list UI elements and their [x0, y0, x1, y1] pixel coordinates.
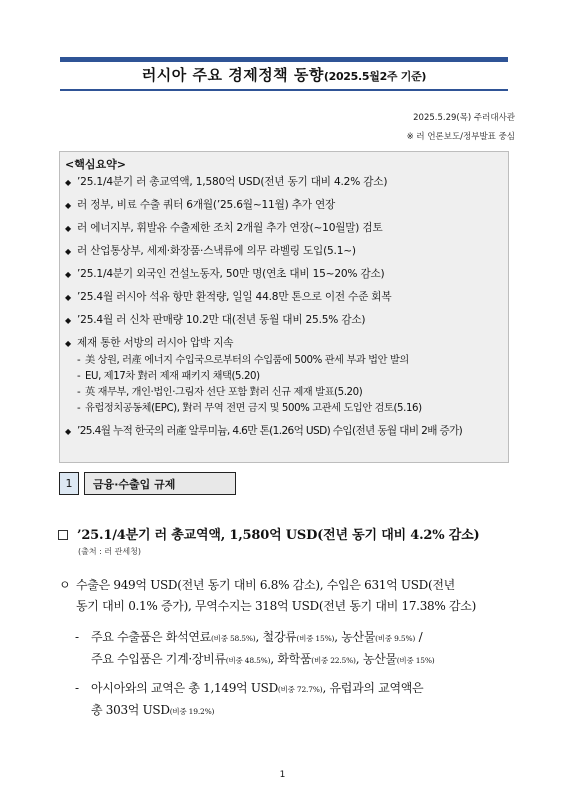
- title-rule-top: [60, 57, 508, 62]
- summary-box: [59, 151, 509, 463]
- page-number: 1: [279, 770, 286, 780]
- sanctions-subitem: - 英 재무부, 개인·법인·그림자 선단 포함 對러 신규 제재 발표(5.20): [77, 387, 363, 398]
- diamond-bullet-icon: ◆: [65, 339, 71, 348]
- diamond-bullet-icon: ◆: [65, 293, 71, 302]
- sanctions-subitem: - 유럽정치공동체(EPC), 對러 무역 전면 금지 및 500% 고관세 도입안 검토(5.16): [77, 403, 422, 414]
- document-date: 2025.5.29(목) 주러대사관: [413, 113, 515, 123]
- summary-item: ◆ ’25.1/4분기 외국인 건설노동자, 50만 명(연초 대비 15~20% 감소): [65, 268, 385, 280]
- detail-regional-trade: - 아시아와의 교역은 총 1,149억 USD(비중 72.7%), 유럽과의 교역액은 총 303억 USD(비중 19.2%): [75, 681, 424, 717]
- circle-bullet-icon: ㅇ: [59, 578, 71, 592]
- diamond-bullet-icon: ◆: [65, 316, 71, 325]
- sanctions-sublist: [77, 353, 500, 416]
- summary-item: ◆ ’25.4월 누적 한국의 러產 알루미늄, 4.6만 톤(1.26억 USD) 수입(전년 동월 대비 2배 증가): [65, 425, 463, 437]
- checkbox-square-icon: [58, 530, 68, 540]
- section-header: [59, 472, 236, 495]
- diamond-bullet-icon: ◆: [65, 247, 71, 256]
- summary-heading: <핵심요약>: [65, 158, 126, 171]
- summary-item: ◆ ’25.1/4분기 러 총교역액, 1,580억 USD(전년 동기 대비 4.2% 감소): [65, 176, 388, 188]
- section-label: 금융·수출입 규제: [84, 472, 236, 495]
- diamond-bullet-icon: ◆: [65, 178, 71, 187]
- paragraph-trade-summary: ㅇ 수출은 949억 USD(전년 동기 대비 6.8% 감소), 수입은 631억 USD(전년 동기 대비 0.1% 증가), 무역수지는 318억 USD(전년 동기 대비 17.38% 감소): [59, 575, 514, 617]
- title-sub: (2025.5월2주 기준): [323, 70, 427, 83]
- summary-item: ◆ ’25.4월 러시아 석유 항만 환적량, 일일 44.8만 톤으로 이전 수준 회복: [65, 291, 392, 303]
- document-source-note: ※ 러 언론보도/정부발표 중심: [406, 132, 515, 142]
- diamond-bullet-icon: ◆: [65, 427, 71, 436]
- summary-item-sanctions: ◆ 제재 통한 서방의 러시아 압박 지속 - 美 상원, 러產 에너지 수입국으로부터의 수입품에 500% 관세 부과 법안 발의 - EU, 제17차 對러 제재 패키지 채택(5.20) - 英 재무부, 개인·법인·그림자 선단 포함 對러 신규 제재 발표(5.20) - 유럽정치공동체(EPC), 對러 무역 전면 금지 및 500% 고관세 도입안 검토(5.16): [65, 336, 500, 416]
- summary-list: [65, 175, 500, 439]
- diamond-bullet-icon: ◆: [65, 201, 71, 210]
- section-number: 1: [59, 472, 79, 495]
- diamond-bullet-icon: ◆: [65, 224, 71, 233]
- summary-item: ◆ 러 정부, 비료 수출 쿼터 6개월(’25.6월~11월) 추가 연장: [65, 199, 336, 211]
- summary-item: ◆ ’25.4월 러 신차 판매량 10.2만 대(전년 동월 대비 25.5% 감소): [65, 314, 366, 326]
- title-main: 러시아 주요 경제정책 동향: [141, 66, 324, 84]
- summary-item: ◆ 러 에너지부, 휘발유 수출제한 조치 2개월 추가 연장(~10월말) 검토: [65, 222, 383, 234]
- diamond-bullet-icon: ◆: [65, 270, 71, 279]
- sanctions-subitem: - EU, 제17차 對러 제재 패키지 채택(5.20): [77, 371, 260, 382]
- summary-item: ◆ 러 산업통상부, 세제·화장품·스낵류에 의무 라벨링 도입(5.1~): [65, 245, 356, 257]
- subsection-heading: ’25.1/4분기 러 총교역액, 1,580억 USD(전년 동기 대비 4.2% 감소): [58, 524, 479, 543]
- sanctions-subitem: - 美 상원, 러產 에너지 수입국으로부터의 수입품에 500% 관세 부과 법안 발의: [77, 355, 409, 366]
- title-rule-bottom: [60, 89, 508, 91]
- page-title: [60, 64, 508, 85]
- detail-main-products: - 주요 수출품은 화석연료(비중 58.5%), 철강류(비중 15%), 농산물(비중 9.5%) / 주요 수입품은 기계·장비류(비중 48.5%), 화학품(비중 22.5%), 농산물(비중 15%): [75, 630, 435, 666]
- subsection-source: (출처 : 러 관세청): [78, 547, 141, 556]
